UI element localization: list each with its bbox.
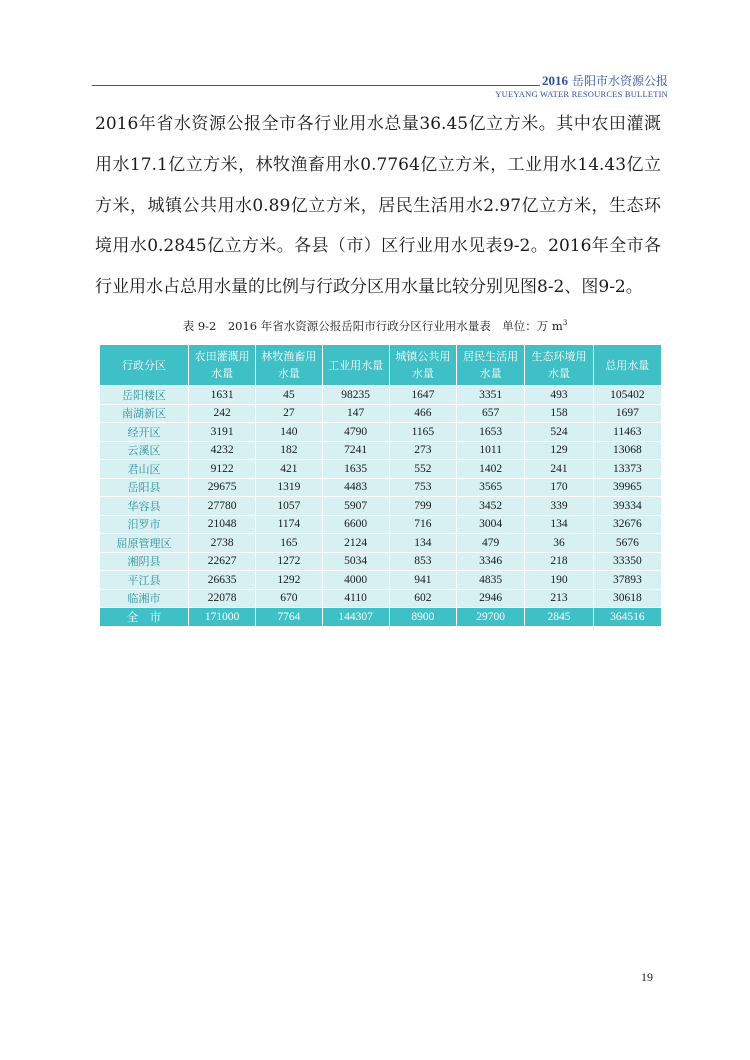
value-cell: 5676: [593, 534, 661, 553]
column-header: 居民生活用水量: [457, 345, 525, 386]
value-cell: 670: [256, 589, 322, 608]
total-value-cell: 7764: [256, 608, 322, 627]
region-cell: 君山区: [100, 460, 189, 479]
value-cell: 9122: [189, 460, 256, 479]
value-cell: 421: [256, 460, 322, 479]
total-value-cell: 144307: [322, 608, 389, 627]
total-value-cell: 8900: [389, 608, 456, 627]
value-cell: 134: [525, 515, 593, 534]
running-header: [92, 72, 668, 106]
header-title-text: 岳阳市水资源公报: [571, 74, 668, 88]
column-header: 生态环境用水量: [525, 345, 593, 386]
value-cell: 3346: [457, 552, 525, 571]
table-row: [100, 571, 662, 590]
table-row: [100, 589, 662, 608]
value-cell: 799: [389, 497, 456, 516]
value-cell: 1635: [322, 460, 389, 479]
header-rule: [92, 85, 540, 86]
value-cell: 1631: [189, 386, 256, 405]
value-cell: 4110: [322, 589, 389, 608]
value-cell: 3452: [457, 497, 525, 516]
value-cell: 753: [389, 478, 456, 497]
value-cell: 2124: [322, 534, 389, 553]
value-cell: 32676: [593, 515, 661, 534]
value-cell: 170: [525, 478, 593, 497]
region-cell: 屈原管理区: [100, 534, 189, 553]
value-cell: 39334: [593, 497, 661, 516]
value-cell: 4000: [322, 571, 389, 590]
value-cell: 37893: [593, 571, 661, 590]
value-cell: 29675: [189, 478, 256, 497]
region-cell: 湘阴县: [100, 552, 189, 571]
unit-superscript: 3: [562, 319, 568, 328]
value-cell: 213: [525, 589, 593, 608]
value-cell: 657: [457, 404, 525, 423]
header-subtitle: YUEYANG WATER RESOURCES BULLETIN: [495, 89, 668, 99]
table-row: [100, 460, 662, 479]
body-paragraph: 2016年省水资源公报全市各行业用水总量36.45亿立方米。其中农田灌溉用水17.1亿立方米，林牧渔畜用水0.7764亿立方米，工业用水14.43亿立方米，城镇公共用水0.89亿立方米，居民生活用水2.97亿立方米，生态环境用水0.2845亿立方米。各县（市）区行业用水见表9-2。2016年全市各行业用水占总用水量的比例与行政分区用水量比较分别见图8-2、图9-2。: [95, 114, 661, 298]
table-row: [100, 441, 662, 460]
value-cell: 13373: [593, 460, 661, 479]
table-caption: [0, 318, 750, 334]
table-caption-text: 表 9-2 2016 年省水资源公报岳阳市行政分区行业用水量表 单位：万 m: [182, 319, 563, 333]
value-cell: 30618: [593, 589, 661, 608]
value-cell: 2946: [457, 589, 525, 608]
value-cell: 466: [389, 404, 456, 423]
value-cell: 7241: [322, 441, 389, 460]
value-cell: 13068: [593, 441, 661, 460]
column-header: 林牧渔畜用水量: [256, 345, 322, 386]
value-cell: 493: [525, 386, 593, 405]
table-row: [100, 404, 662, 423]
value-cell: 3351: [457, 386, 525, 405]
total-value-cell: 364516: [593, 608, 661, 627]
value-cell: 273: [389, 441, 456, 460]
value-cell: 26635: [189, 571, 256, 590]
value-cell: 1174: [256, 515, 322, 534]
header-title: [542, 72, 668, 89]
table-row: [100, 497, 662, 516]
value-cell: 4835: [457, 571, 525, 590]
header-year: 2016: [541, 73, 568, 88]
value-cell: 1653: [457, 423, 525, 442]
value-cell: 3004: [457, 515, 525, 534]
value-cell: 4790: [322, 423, 389, 442]
column-header: 工业用水量: [322, 345, 389, 386]
value-cell: 4232: [189, 441, 256, 460]
value-cell: 33350: [593, 552, 661, 571]
value-cell: 22627: [189, 552, 256, 571]
table-row: [100, 478, 662, 497]
value-cell: 27: [256, 404, 322, 423]
value-cell: 1697: [593, 404, 661, 423]
value-cell: 182: [256, 441, 322, 460]
value-cell: 129: [525, 441, 593, 460]
value-cell: 3565: [457, 478, 525, 497]
value-cell: 105402: [593, 386, 661, 405]
value-cell: 5034: [322, 552, 389, 571]
value-cell: 5907: [322, 497, 389, 516]
column-header: 总用水量: [593, 345, 661, 386]
value-cell: 1292: [256, 571, 322, 590]
table-row: [100, 534, 662, 553]
value-cell: 1272: [256, 552, 322, 571]
region-cell: 经开区: [100, 423, 189, 442]
value-cell: 524: [525, 423, 593, 442]
value-cell: 941: [389, 571, 456, 590]
value-cell: 22078: [189, 589, 256, 608]
value-cell: 98235: [322, 386, 389, 405]
value-cell: 21048: [189, 515, 256, 534]
region-cell: 华容县: [100, 497, 189, 516]
value-cell: 140: [256, 423, 322, 442]
region-cell: 临湘市: [100, 589, 189, 608]
table-row: [100, 552, 662, 571]
region-cell: 平江县: [100, 571, 189, 590]
value-cell: 1165: [389, 423, 456, 442]
value-cell: 158: [525, 404, 593, 423]
value-cell: 165: [256, 534, 322, 553]
value-cell: 36: [525, 534, 593, 553]
value-cell: 1402: [457, 460, 525, 479]
value-cell: 6600: [322, 515, 389, 534]
region-cell: 岳阳县: [100, 478, 189, 497]
region-cell: 南湖新区: [100, 404, 189, 423]
value-cell: 1647: [389, 386, 456, 405]
region-cell: 云溪区: [100, 441, 189, 460]
table-total-row: [100, 608, 662, 627]
value-cell: 242: [189, 404, 256, 423]
value-cell: 134: [389, 534, 456, 553]
value-cell: 39965: [593, 478, 661, 497]
value-cell: 1011: [457, 441, 525, 460]
value-cell: 552: [389, 460, 456, 479]
table-header-row: [100, 345, 662, 386]
value-cell: 4483: [322, 478, 389, 497]
value-cell: 27780: [189, 497, 256, 516]
table-row: [100, 423, 662, 442]
value-cell: 1319: [256, 478, 322, 497]
value-cell: 241: [525, 460, 593, 479]
value-cell: 1057: [256, 497, 322, 516]
value-cell: 479: [457, 534, 525, 553]
table-row: [100, 515, 662, 534]
value-cell: 11463: [593, 423, 661, 442]
value-cell: 45: [256, 386, 322, 405]
water-use-table: [99, 344, 662, 627]
region-cell: 汨罗市: [100, 515, 189, 534]
column-header: 城镇公共用水量: [389, 345, 456, 386]
value-cell: 339: [525, 497, 593, 516]
value-cell: 218: [525, 552, 593, 571]
page-number: 19: [641, 970, 653, 984]
total-value-cell: 171000: [189, 608, 256, 627]
value-cell: 853: [389, 552, 456, 571]
column-header: 行政分区: [100, 345, 189, 386]
column-header: 农田灌溉用水量: [189, 345, 256, 386]
value-cell: 716: [389, 515, 456, 534]
region-cell: 岳阳楼区: [100, 386, 189, 405]
total-label-cell: 全 市: [100, 608, 189, 627]
value-cell: 2738: [189, 534, 256, 553]
table-row: [100, 386, 662, 405]
value-cell: 147: [322, 404, 389, 423]
value-cell: 3191: [189, 423, 256, 442]
value-cell: 602: [389, 589, 456, 608]
value-cell: 190: [525, 571, 593, 590]
total-value-cell: 29700: [457, 608, 525, 627]
total-value-cell: 2845: [525, 608, 593, 627]
